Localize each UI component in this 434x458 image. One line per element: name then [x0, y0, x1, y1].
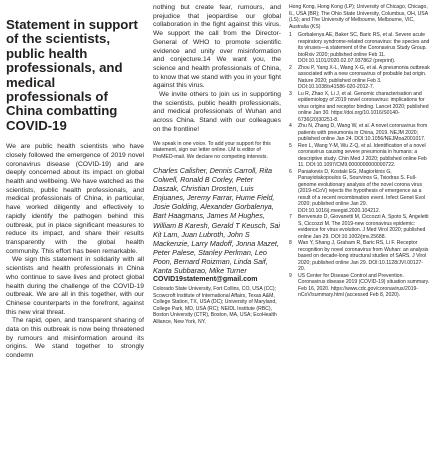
reference-number: 7: [289, 214, 292, 221]
reference-item: [289, 123, 430, 143]
affiliations: Colorado State University, Fort Collins, CO, USA (CC); Scowcroft Institute of International Affairs, Texas A&M, College Station, TX, USA (DC); University of Maryland, College Park, MD, USA (RC); NEIDL Institute (RBC), Boston University (CTR), Boston, MA, USA; EcoHealth Alliance, New York, NY,: [153, 286, 277, 326]
reference-item: [289, 32, 430, 65]
reference-number: 4: [289, 123, 292, 130]
reference-text: Benvenuto D, Giovanetti M, Ciccozzi A, Spoto S, Angeletti S, Ciccozzi M. The 2019-new coronavirus epidemic: evidence for virus evolution. J Med Virol 2020; published online Jan 29. DOI:10.1002/jmv.25688.: [298, 214, 429, 240]
column-left: [6, 4, 144, 361]
reference-item: [289, 65, 430, 91]
reference-number: 8: [289, 240, 292, 247]
body-paragraph: The rapid, open, and transparent sharing of data on this outbreak is now being threatened by rumours and misinformation around its origins. We stand together to strongly condemn: [6, 317, 144, 360]
reference-item: [289, 214, 430, 240]
reference-list: [289, 32, 430, 299]
body-paragraph: We sign this statement in solidarity with all scientists and health professionals in China who continue to save lives and protect global health during the challenge of the COVID-19 outbreak. We are all in this together, with our Chinese counterparts in the forefront, against this new viral threat.: [6, 256, 144, 316]
column-middle: [153, 4, 281, 326]
reference-text: Zhou P, Yang X-L, Wang X-G, et al. A pneumonia outbreak associated with a new coronavirus of probable bat origin. Nature 2020; published online Feb 3. DOI:10.1038/s41586-020-2012-7.: [298, 64, 430, 91]
reference-item: [289, 273, 430, 299]
affiliations-continued: Hong Kong, Hong Kong (LP); University of Chicago, Chicago, IL, USA (BR); The Ohio State University, Columbus, OH, USA (LS); and The University of Melbourne, Melbourne, VIC, Australia (KS): [289, 4, 428, 30]
reference-item: [289, 91, 430, 124]
author-list: Charles Calisher, Dennis Carroll, Rita Colwell, Ronald B Corley, Peter Daszak, Christian Drosten, Luis Enjuanes, Jeremy Farrar, Hume Field, Josie Golding, Alexander Gorbalenya, Bart Haagmans, James M Hughes, William B Karesh, Gerald T Keusch, Sai Kit Lam, Juan Lubroth, John S Mackenzie, Larry Madoff, Jonna Mazet, Peter Palese, Stanley Perlman, Leo Poon, Bernard Roizman, Linda Saif, Kanta Subbarao, Mike Turner: [153, 165, 280, 275]
reference-text: Ren L, Wang Y-M, Wu Z-Q, et al. Identification of a novel coronavirus causing severe pneumonia in humans: a descriptive study. Chin Med J 2020; published online Feb 11. DOI:10.1097/CM9.0000000000000722.: [298, 142, 427, 169]
body-paragraph: We are public health scientists who have closely followed the emergence of 2019 novel coronavirus disease (COVID-19) and are deeply concerned about its impact on global health and wellbeing. We have watched as the scientists, public health professionals, and medical professionals of China, in particular, have worked diligently and effectively to rapidly identify the pathogen behind this outbreak, put in place significant measures to reduce its impact, and share their results transparently with the global health community. This effort has been remarkable.: [6, 143, 144, 255]
reference-text: Lu R, Zhao X, Li J, et al. Genomic characterisation and epidemiology of 2019 novel coronavirus: implications for virus origins and receptor binding. Lancet 2020; published online Jan 30. https://doi.org/10.1016/S0140-6736(20)30251-8.: [298, 90, 429, 123]
reference-text: Paraskevis D, Kostaki EG, Magiorkinis G, Panayiotakopoulos G, Sourvinos G, Tsiodras S. Full-genome evolutionary analysis of the novel corona virus (2019-nCoV) rejects the hypothesis of emergence as a result of a recent recombination event. Infect Genet Evol 2020; published online Jan 29. DOI:10.1016/j.meegid.2020.104212.: [298, 168, 426, 214]
reference-number: 5: [289, 142, 292, 149]
competing-interests-note: We speak in one voice. To add your support for this statement, sign our letter online. LM is editor of ProMED-mail. We declare no competing interests.: [153, 140, 271, 161]
reference-text: US Center for Disease Control and Prevention. Coronavirus disease 2019 (COVID-19) situation summary. Feb 16, 2020. https://www.cdc.gov/coronavirus/2019-nCoV/summary.html (accessed Feb 8, 2020).: [298, 272, 430, 299]
reference-text: Gorbalenya AE, Baker SC, Baric RS, et al. Severe acute respiratory syndrome-related coronavirus: the species and its viruses—a statement of the Coronavirus Study Group. bioRxiv 2020; published online Feb 11. DOI:10.1101/2020.02.07.937862 (preprint).: [298, 32, 430, 65]
body-paragraph: We invite others to join us in supporting the scientists, public health professionals, and medical professionals of Wuhan and across China. Stand with our colleagues on the frontline!: [153, 91, 281, 133]
contact-email[interactable]: COVID19statement@gmail.com: [153, 276, 258, 284]
article-title: Statement in support of the scientists, public health professionals, and medical professionals of China combatting COVID-19: [6, 17, 138, 133]
reference-text: Zhu N, Zhang D, Wang W, et al. A novel coronavirus from patients with pneumonia in China, 2019. NEJM 2020; published online Jan 24. DOI:10.1056/NEJMoa2001017.: [298, 123, 428, 143]
reference-number: 6: [289, 168, 292, 175]
reference-item: [289, 143, 430, 169]
reference-item: [289, 169, 430, 215]
body-paragraph: nothing but create fear, rumours, and prejudice that jeopardise our global collaboration in the fight against this virus. We support the call from the Director-General of WHO to promote scientific evidence and unity over misinformation and conjecture.14 We want you, the science and health professionals of China, to know that we stand with you in your fight against this virus.: [153, 4, 281, 90]
column-right: [289, 4, 430, 299]
reference-text: Wan Y, Shang J, Graham R, Baric RS, Li F. Receptor recognition by novel coronavirus from Wuhan: an analysis based on decade-long structural studies of SARS. J Virol 2020; published online Jan 29. DOI:10.1128/JVI.00127-20.: [298, 240, 429, 273]
reference-number: 1: [289, 32, 292, 39]
reference-item: [289, 240, 430, 273]
reference-number: 2: [289, 64, 292, 71]
reference-number: 3: [289, 90, 292, 97]
reference-number: 9: [289, 272, 292, 279]
